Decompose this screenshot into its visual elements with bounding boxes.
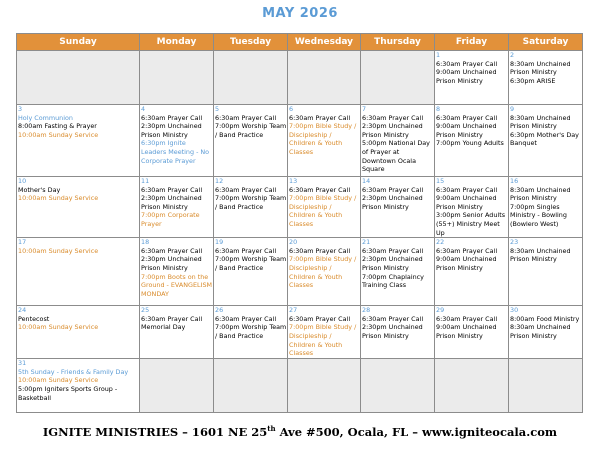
day-cell[interactable] xyxy=(214,238,288,306)
calendar-event: 7:00pm Worship Team / Band Practice xyxy=(215,323,287,340)
calendar-event: 6:30am Prayer Call xyxy=(362,246,424,255)
calendar-event: 6:30am Prayer Call xyxy=(289,185,351,194)
day-number: 1 xyxy=(436,51,441,59)
day-cell[interactable] xyxy=(509,238,583,306)
day-cell[interactable] xyxy=(435,177,509,238)
calendar-event: Mother's Day xyxy=(18,185,61,194)
calendar-event: Pentecost xyxy=(18,314,50,323)
calendar-event: 7:00pm Corporate Prayer xyxy=(141,211,200,228)
weekday-header: Wednesday xyxy=(288,34,361,51)
empty-day-cell xyxy=(288,51,361,105)
calendar-event: 2:30pm Unchained Prison Ministry xyxy=(141,122,202,139)
day-cell[interactable] xyxy=(509,105,583,177)
day-cell[interactable] xyxy=(361,177,435,238)
day-cell[interactable] xyxy=(509,306,583,359)
calendar-event: 7:00pm Singles Ministry - Bowling (Bowlero West) xyxy=(510,202,567,228)
day-cell[interactable] xyxy=(17,105,140,177)
calendar-event: 6:30am Prayer Call xyxy=(141,113,203,122)
day-number: 22 xyxy=(436,238,445,247)
day-cell[interactable] xyxy=(509,177,583,238)
calendar-event: 7:00pm Worship Team / Band Practice xyxy=(215,255,287,272)
calendar-event: 2:30pm Unchained Prison Ministry xyxy=(362,122,423,139)
day-cell[interactable] xyxy=(509,51,583,105)
calendar-event: 6:30am Prayer Call xyxy=(362,185,424,194)
weekday-header-row xyxy=(17,34,583,51)
day-number: 14 xyxy=(362,177,371,185)
day-cell[interactable] xyxy=(435,105,509,177)
empty-day-cell xyxy=(509,359,583,413)
calendar-event: 6:30am Prayer Call xyxy=(215,314,277,323)
calendar-event: 7:00pm Worship Team / Band Practice xyxy=(215,194,287,211)
calendar-event: 3:00pm Senior Adults (55+) Ministry Meet Up xyxy=(436,211,506,237)
calendar-event: 5th Sunday - Friends & Family Day xyxy=(18,367,129,376)
day-cell[interactable] xyxy=(17,238,140,306)
calendar-event: 7:00pm Chaplaincy Training Class xyxy=(362,272,424,290)
calendar-event: 5:00pm National Day of Prayer at Downtown Ocala Square xyxy=(362,139,430,174)
day-cell[interactable] xyxy=(214,177,288,238)
calendar-event: 8:30am Unchained Prison Ministry xyxy=(510,185,571,203)
day-number: 3 xyxy=(18,105,23,113)
day-cell[interactable] xyxy=(288,306,361,359)
day-cell[interactable] xyxy=(435,51,509,105)
calendar-event: 6:30am Prayer Call xyxy=(289,113,351,122)
calendar-event: 6:30am Prayer Call xyxy=(362,113,424,122)
weekday-header: Saturday xyxy=(509,34,583,51)
calendar-event: 10:00am Sunday Service xyxy=(18,323,99,332)
weekday-header: Tuesday xyxy=(214,34,288,51)
calendar-event: 7:00pm Boots on the Ground - EVANGELISM MONDAY xyxy=(141,272,213,298)
day-cell[interactable] xyxy=(214,105,288,177)
day-cell[interactable] xyxy=(140,105,214,177)
calendar-event: 10:00am Sunday Service xyxy=(18,376,99,385)
day-number: 12 xyxy=(215,177,224,185)
calendar-grid xyxy=(16,33,583,413)
calendar-event: 6:30am Prayer Call xyxy=(436,314,498,323)
calendar-event: 9:00am Unchained Prison Ministry xyxy=(436,255,497,272)
day-number: 13 xyxy=(289,177,298,185)
calendar-event: 9:00am Unchained Prison Ministry xyxy=(436,68,497,85)
calendar-event: 7:00pm Bible Study / Discipleship / Children & Youth Classes xyxy=(289,255,357,290)
calendar-event: 10:00am Sunday Service xyxy=(18,246,99,255)
day-number: 8 xyxy=(436,105,441,113)
calendar-event: 8:30am Unchained Prison Ministry xyxy=(510,113,571,131)
week-row xyxy=(17,105,583,177)
calendar-event: 6:30pm ARISE xyxy=(510,76,556,85)
calendar-event: 6:30am Prayer Call xyxy=(289,246,351,255)
empty-day-cell xyxy=(361,359,435,413)
day-number: 4 xyxy=(141,105,146,113)
day-number: 19 xyxy=(215,238,224,247)
day-number: 23 xyxy=(510,238,519,247)
calendar-event: 2:30pm Unchained Prison Ministry xyxy=(362,194,423,211)
calendar-event: 8:00am Food Ministry xyxy=(510,314,580,323)
day-cell[interactable] xyxy=(140,238,214,306)
day-number: 9 xyxy=(510,105,515,113)
day-number: 28 xyxy=(362,306,371,315)
day-cell[interactable] xyxy=(435,306,509,359)
day-number: 25 xyxy=(141,306,150,315)
calendar-event: 6:30pm Ignite Leaders Meeting - No Corporate Prayer xyxy=(141,139,210,165)
calendar-event: 6:30am Prayer Call xyxy=(141,185,203,194)
empty-day-cell xyxy=(288,359,361,413)
weekday-header: Monday xyxy=(140,34,214,51)
day-cell[interactable] xyxy=(140,177,214,238)
day-cell[interactable] xyxy=(361,238,435,306)
calendar-event: 6:30am Prayer Call xyxy=(436,113,498,122)
day-number: 5 xyxy=(215,105,220,113)
day-number: 15 xyxy=(436,177,445,185)
day-number: 29 xyxy=(436,306,445,315)
calendar-event: 8:30am Unchained Prison Ministry xyxy=(510,59,571,77)
calendar-event: 6:30am Prayer Call xyxy=(215,113,277,122)
week-row xyxy=(17,359,583,413)
day-number: 30 xyxy=(510,306,519,315)
weekday-header: Thursday xyxy=(361,34,435,51)
empty-day-cell xyxy=(361,51,435,105)
day-number: 16 xyxy=(510,177,519,185)
calendar-event: 8:30am Unchained Prison Ministry xyxy=(510,246,571,264)
calendar-event: 2:30pm Unchained Prison Ministry xyxy=(141,194,202,211)
calendar-event: 8:30am Unchained Prison Ministry xyxy=(510,323,571,340)
week-row xyxy=(17,177,583,238)
week-row xyxy=(17,51,583,105)
day-cell[interactable] xyxy=(288,177,361,238)
day-number: 11 xyxy=(141,177,150,185)
empty-day-cell xyxy=(435,359,509,413)
day-cell[interactable] xyxy=(288,105,361,177)
day-number: 24 xyxy=(18,306,27,315)
day-cell[interactable] xyxy=(288,238,361,306)
empty-day-cell xyxy=(140,359,214,413)
week-row xyxy=(17,238,583,306)
calendar-event: 10:00am Sunday Service xyxy=(18,194,99,203)
calendar-event: 9:00am Unchained Prison Ministry xyxy=(436,122,497,139)
day-number: 21 xyxy=(362,238,371,247)
day-number: 6 xyxy=(289,105,294,113)
day-number: 17 xyxy=(18,238,27,247)
day-cell[interactable] xyxy=(17,177,140,238)
footer-text: IGNITE MINISTRIES – 1601 NE 25 xyxy=(42,424,268,439)
footer-superscript: th xyxy=(267,424,276,433)
calendar-event: 6:30am Prayer Call xyxy=(362,314,424,323)
calendar-event: 7:00pm Young Adults xyxy=(436,139,504,148)
empty-day-cell xyxy=(214,51,288,105)
calendar-event: 6:30am Prayer Call xyxy=(141,314,203,323)
calendar-event: 6:30am Prayer Call xyxy=(289,314,351,323)
calendar-event: 6:30am Prayer Call xyxy=(436,185,498,194)
day-number: 26 xyxy=(215,306,224,315)
day-number: 20 xyxy=(289,238,298,247)
day-cell[interactable] xyxy=(140,306,214,359)
day-cell[interactable] xyxy=(17,359,140,413)
day-number: 18 xyxy=(141,238,150,247)
empty-day-cell xyxy=(140,51,214,105)
calendar-event: 7:00pm Bible Study / Discipleship / Children & Youth Classes xyxy=(289,194,357,228)
calendar-event: 10:00am Sunday Service xyxy=(18,130,99,139)
footer-address xyxy=(0,424,600,439)
calendar-event: Memorial Day xyxy=(141,323,186,332)
calendar-event: 9:00am Unchained Prison Ministry xyxy=(436,323,497,340)
calendar-event: 7:00pm Bible Study / Discipleship / Children & Youth Classes xyxy=(289,323,357,358)
weekday-header: Sunday xyxy=(17,34,140,51)
weekday-header: Friday xyxy=(435,34,509,51)
calendar-event: 7:00pm Bible Study / Discipleship / Children & Youth Classes xyxy=(289,122,357,156)
calendar-event: 6:30am Prayer Call xyxy=(215,185,277,194)
calendar-event: Holy Communion xyxy=(18,113,73,122)
calendar-event: 6:30am Prayer Call xyxy=(436,246,498,255)
calendar-event: 2:30pm Unchained Prison Ministry xyxy=(362,255,423,272)
calendar-event: 6:30am Prayer Call xyxy=(141,246,203,255)
calendar-event: 2:30pm Unchained Prison Ministry xyxy=(362,323,423,340)
calendar-title: MAY 2026 xyxy=(262,6,338,21)
calendar-event: 6:30am Prayer Call xyxy=(215,246,277,255)
empty-day-cell xyxy=(17,51,140,105)
day-number: 7 xyxy=(362,105,367,113)
week-row xyxy=(17,306,583,359)
calendar-event: 7:00pm Worship Team / Band Practice xyxy=(215,122,287,139)
calendar-event: 5:00pm Igniters Sports Group - Basketball xyxy=(18,384,118,402)
day-number: 31 xyxy=(18,359,27,368)
day-cell[interactable] xyxy=(361,105,435,177)
calendar-event: 6:30pm Mother's Day Banquet xyxy=(510,130,579,148)
calendar-event: 2:30pm Unchained Prison Ministry xyxy=(141,255,202,272)
calendar-event: 9:00am Unchained Prison Ministry xyxy=(436,194,497,211)
day-cell[interactable] xyxy=(435,238,509,306)
footer-text-rest: Ave #500, Ocala, FL – www.igniteocala.com xyxy=(275,424,558,439)
empty-day-cell xyxy=(214,359,288,413)
day-cell[interactable] xyxy=(361,306,435,359)
day-number: 27 xyxy=(289,306,298,315)
calendar-event: 6:30am Prayer Call xyxy=(436,59,498,68)
day-number: 10 xyxy=(18,177,27,185)
day-cell[interactable] xyxy=(214,306,288,359)
day-cell[interactable] xyxy=(17,306,140,359)
day-number: 2 xyxy=(510,51,515,59)
calendar-event: 8:00am Fasting & Prayer xyxy=(18,122,97,131)
